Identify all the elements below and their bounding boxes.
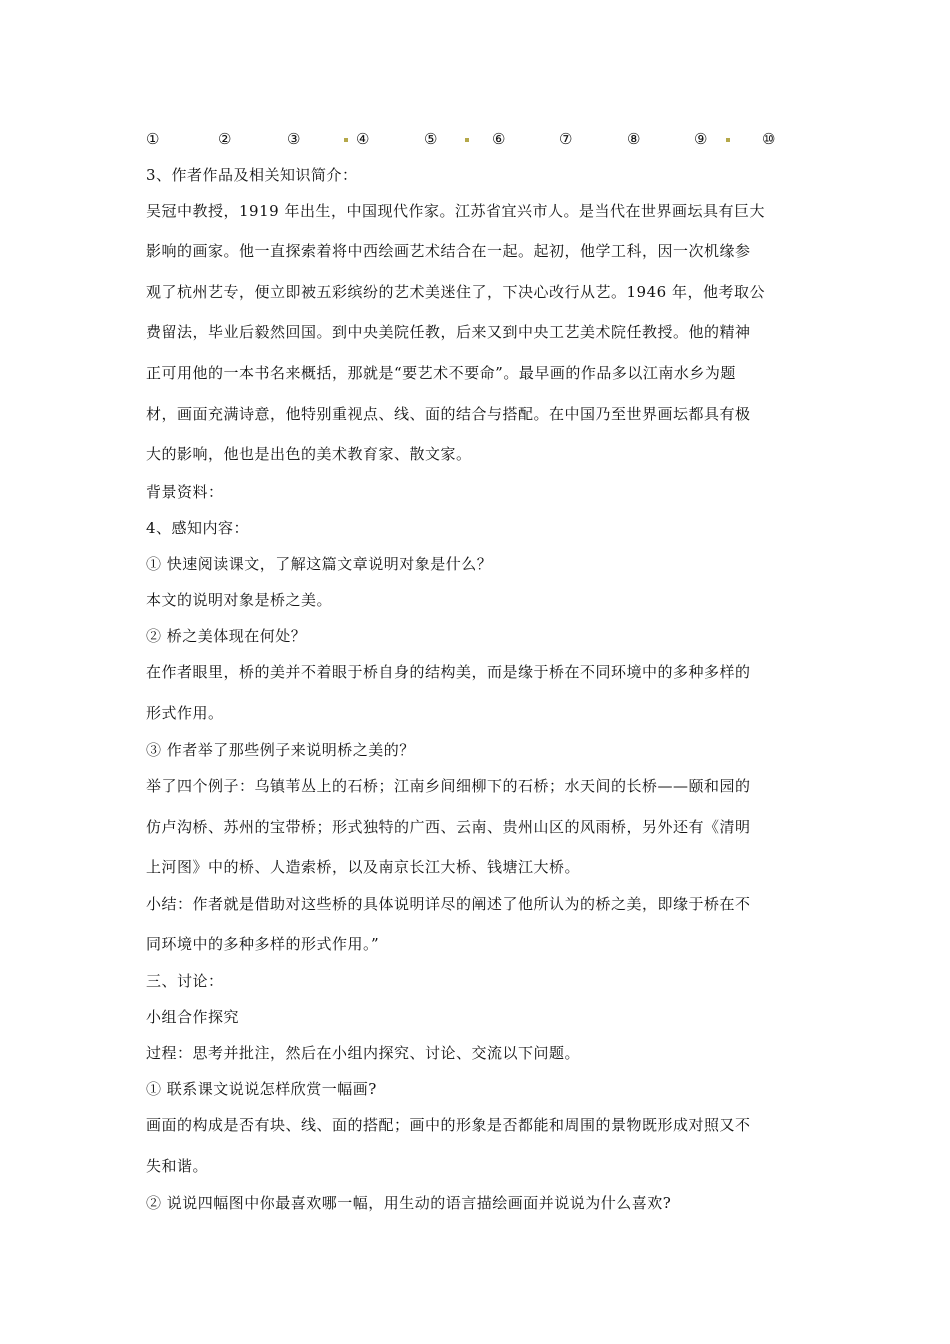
question-line: ② 桥之美体现在何处？ bbox=[146, 627, 307, 645]
answer-line: 本文的说明对象是桥之美。 bbox=[146, 591, 333, 609]
answer-line: 上河图》中的桥、人造索桥，以及南京长江大桥、钱塘江大桥。 bbox=[146, 858, 581, 876]
paragraph-line: 大的影响，他也是出色的美术教育家、散文家。 bbox=[146, 445, 472, 463]
number-5: ⑤ bbox=[424, 130, 438, 148]
answer-line: 画面的构成是否有块、线、面的搭配；画中的形象是否都能和周围的景物既形成对照又不 bbox=[146, 1116, 751, 1134]
summary-line: 小结：作者就是借助对这些桥的具体说明详尽的阐述了他所认为的桥之美，即缘于桥在不 bbox=[146, 895, 751, 913]
paragraph-line: 正可用他的一本书名来概括，那就是“要艺术不要命”。最早画的作品多以江南水乡为题 bbox=[146, 364, 736, 382]
number-row bbox=[0, 128, 950, 150]
answer-line: 在作者眼里，桥的美并不着眼于桥自身的结构美，而是缘于桥在不同环境中的多种多样的 bbox=[146, 663, 751, 681]
paragraph-line: 材，画面充满诗意，他特别重视点、线、面的结合与搭配。在中国乃至世界画坛都具有极 bbox=[146, 405, 751, 423]
answer-line: 仿卢沟桥、苏州的宝带桥；形式独特的广西、云南、贵州山区的风雨桥，另外还有《清明 bbox=[146, 818, 751, 836]
paragraph-line: 影响的画家。他一直探索着将中西绘画艺术结合在一起。起初，他学工科，因一次机缘参 bbox=[146, 242, 751, 260]
paragraph-line: 费留法，毕业后毅然回国。到中央美院任教，后来又到中央工艺美术院任教授。他的精神 bbox=[146, 323, 751, 341]
section-heading: 3、作者作品及相关知识简介： bbox=[146, 166, 358, 184]
answer-line: 失和谐。 bbox=[146, 1157, 209, 1175]
marker-dot bbox=[726, 138, 730, 142]
number-8: ⑧ bbox=[627, 130, 641, 148]
marker-dot bbox=[344, 138, 348, 142]
number-4: ④ bbox=[356, 130, 370, 148]
question-line: ② 说说四幅图中你最喜欢哪一幅，用生动的语言描绘画面并说说为什么喜欢? bbox=[146, 1194, 672, 1212]
number-2: ② bbox=[218, 130, 232, 148]
marker-dot bbox=[465, 138, 469, 142]
subheading: 小组合作探究 bbox=[146, 1008, 240, 1026]
number-6: ⑥ bbox=[492, 130, 506, 148]
question-line: ③ 作者举了那些例子来说明桥之美的？ bbox=[146, 741, 415, 759]
number-7: ⑦ bbox=[559, 130, 573, 148]
paragraph-line: 过程：思考并批注，然后在小组内探究、讨论、交流以下问题。 bbox=[146, 1044, 581, 1062]
paragraph-line: 观了杭州艺专，便立即被五彩缤纷的艺术美迷住了，下决心改行从艺。1946 年，他考取公 bbox=[146, 283, 765, 301]
number-9: ⑨ bbox=[694, 130, 708, 148]
section-heading: 三、讨论： bbox=[146, 972, 224, 990]
answer-line: 形式作用。 bbox=[146, 704, 224, 722]
section-heading: 背景资料： bbox=[146, 483, 224, 501]
answer-line: 举了四个例子：乌镇苇丛上的石桥；江南乡间细柳下的石桥；水天间的长桥——颐和园的 bbox=[146, 777, 751, 795]
question-line: ① 快速阅读课文，了解这篇文章说明对象是什么？ bbox=[146, 555, 493, 573]
paragraph-line: 吴冠中教授，1919 年出生，中国现代作家。江苏省宜兴市人。是当代在世界画坛具有巨大 bbox=[146, 202, 765, 220]
number-10: ⑩ bbox=[762, 130, 776, 148]
number-3: ③ bbox=[287, 130, 301, 148]
section-heading: 4、感知内容： bbox=[146, 519, 250, 537]
question-line: ① 联系课文说说怎样欣赏一幅画? bbox=[146, 1080, 377, 1098]
number-1: ① bbox=[146, 130, 160, 148]
summary-line: 同环境中的多种多样的形式作用。” bbox=[146, 935, 380, 953]
